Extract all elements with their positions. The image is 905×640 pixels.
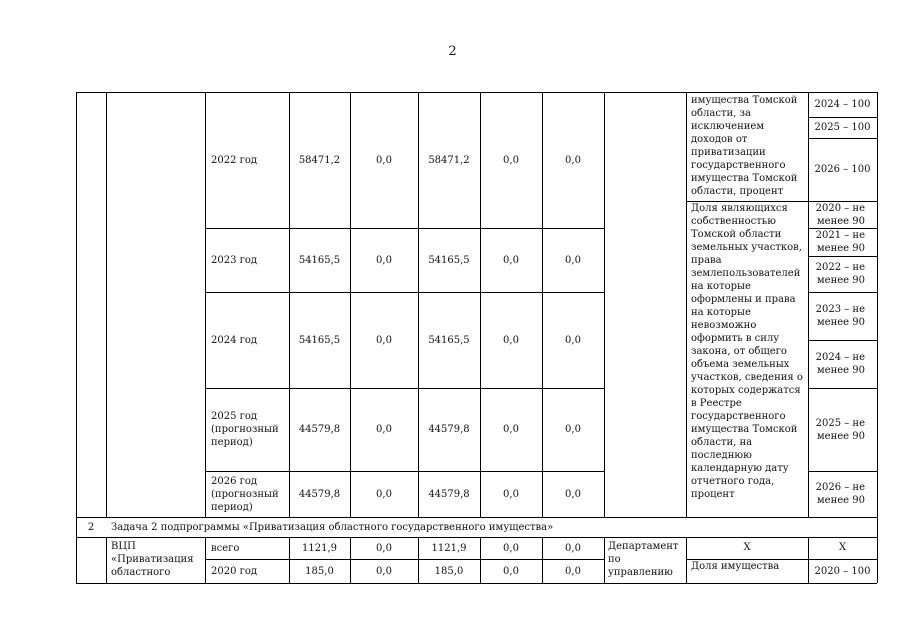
col-line <box>205 92 206 517</box>
col-line <box>604 537 605 583</box>
indicator-value: 2020 – не менее 90 <box>815 202 865 227</box>
x-mark: X <box>743 542 751 553</box>
local-cell: 0,0 <box>503 154 519 166</box>
other-cell: 0,0 <box>565 565 581 577</box>
row-line <box>205 559 604 560</box>
table-row-line <box>76 537 877 538</box>
local-cell: 0,0 <box>503 565 519 577</box>
local-cell: 0,0 <box>503 254 519 266</box>
indicator-value: 2025 – не менее 90 <box>815 417 865 442</box>
other-cell: 0,0 <box>565 424 581 435</box>
total-cell: 1121,9 <box>302 542 337 554</box>
other-cell: 0,0 <box>565 334 581 346</box>
indicator-value-line <box>808 117 877 118</box>
local-cell: 0,0 <box>503 334 519 346</box>
other-cell: 0,0 <box>565 488 581 500</box>
local-cell: 0,0 <box>503 488 519 500</box>
federal-cell: 0,0 <box>376 424 392 435</box>
indicator-value: 2025 – 100 <box>814 122 871 133</box>
department: Департамент по управлению <box>608 541 679 578</box>
col-line <box>106 537 107 583</box>
row-line <box>205 388 604 389</box>
vcp-indicator: Доля имущества <box>691 561 780 572</box>
vcp-indicator-value: 2020 – 100 <box>814 566 871 577</box>
col-line <box>686 92 687 517</box>
federal-cell: 0,0 <box>376 542 392 554</box>
total-cell: 54165,5 <box>298 254 341 266</box>
total-cell: 185,0 <box>305 565 334 577</box>
other-cell: 0,0 <box>565 542 581 554</box>
task-number: 2 <box>87 522 95 533</box>
indicator-value: 2026 – не менее 90 <box>815 482 865 506</box>
indicator-value-line <box>808 388 877 389</box>
year-cell: 2023 год <box>211 254 258 266</box>
table-border-right <box>877 92 878 583</box>
regional-cell: 185,0 <box>434 565 464 577</box>
total-cell: 54165,5 <box>298 334 341 346</box>
indicator-value: 2024 – 100 <box>814 99 871 110</box>
federal-cell: 0,0 <box>376 565 392 577</box>
year-cell: 2020 год <box>211 565 258 577</box>
total-cell: 44579,8 <box>298 488 341 500</box>
year-cell: всего <box>211 542 240 554</box>
other-cell: 0,0 <box>565 254 581 266</box>
local-cell: 0,0 <box>503 424 519 435</box>
year-cell: 2025 год (прогнозный период) <box>211 411 279 448</box>
indicator-value-line <box>808 471 877 472</box>
regional-cell: 54165,5 <box>428 334 470 346</box>
indicator-text: имущества Томской области, за исключением доходов от приватизации государственного имущества Томской области, процент <box>691 95 798 197</box>
indicator-value: 2022 – не менее 90 <box>815 262 865 286</box>
table-border-left <box>76 92 77 583</box>
indicator-value-line <box>808 340 877 341</box>
federal-cell: 0,0 <box>376 334 392 346</box>
year-cell: 2022 год <box>211 154 258 166</box>
indicator-value-line <box>808 138 877 139</box>
indicator-value: 2024 – не менее 90 <box>815 352 865 376</box>
table-border-bottom <box>76 583 877 584</box>
page-number: 2 <box>448 44 457 59</box>
table-row-line <box>76 517 877 518</box>
total-cell: 44579,8 <box>298 424 341 435</box>
regional-cell: 44579,8 <box>428 488 470 500</box>
col-line <box>205 537 206 583</box>
regional-cell: 58471,2 <box>428 154 470 166</box>
regional-cell: 44579,8 <box>428 424 470 435</box>
year-cell: 2026 год (прогнозный период) <box>211 475 279 513</box>
federal-cell: 0,0 <box>376 154 392 166</box>
row-line <box>205 228 604 229</box>
vcp-name: ВЦП «Приватизация областного <box>111 541 194 578</box>
indicator-value-line <box>808 292 877 293</box>
indicator-value: 2023 – не менее 90 <box>815 304 865 328</box>
table-border-top <box>76 92 877 93</box>
other-cell: 0,0 <box>565 154 581 166</box>
indicator-text: Доля являющихся собственностью Томской области земельных участков, права землепользователей на которые оформлены и права на которые невозможно оформить в силу закона, от общего объема земельных участков, сведения о которых содержатся в Реестре государственного имущества Томской области, на последнюю календарную дату отчетного года, процент <box>691 203 803 500</box>
task-title: Задача 2 подпрограммы «Приватизация областного государственного имущества» <box>111 522 554 533</box>
row-line <box>205 292 604 293</box>
total-cell: 58471,2 <box>298 154 341 166</box>
year-cell: 2024 год <box>211 334 258 346</box>
x-mark: X <box>838 542 847 553</box>
indicator-value: 2026 – 100 <box>814 164 871 175</box>
federal-cell: 0,0 <box>376 254 392 266</box>
indicator-value-line <box>808 256 877 257</box>
federal-cell: 0,0 <box>376 488 392 500</box>
indicator-value: 2021 – не менее 90 <box>815 230 865 254</box>
regional-cell: 1121,9 <box>431 542 467 554</box>
row-line <box>205 471 604 472</box>
local-cell: 0,0 <box>503 542 519 554</box>
col-line <box>604 92 605 517</box>
regional-cell: 54165,5 <box>428 254 470 266</box>
col-line <box>106 92 107 517</box>
